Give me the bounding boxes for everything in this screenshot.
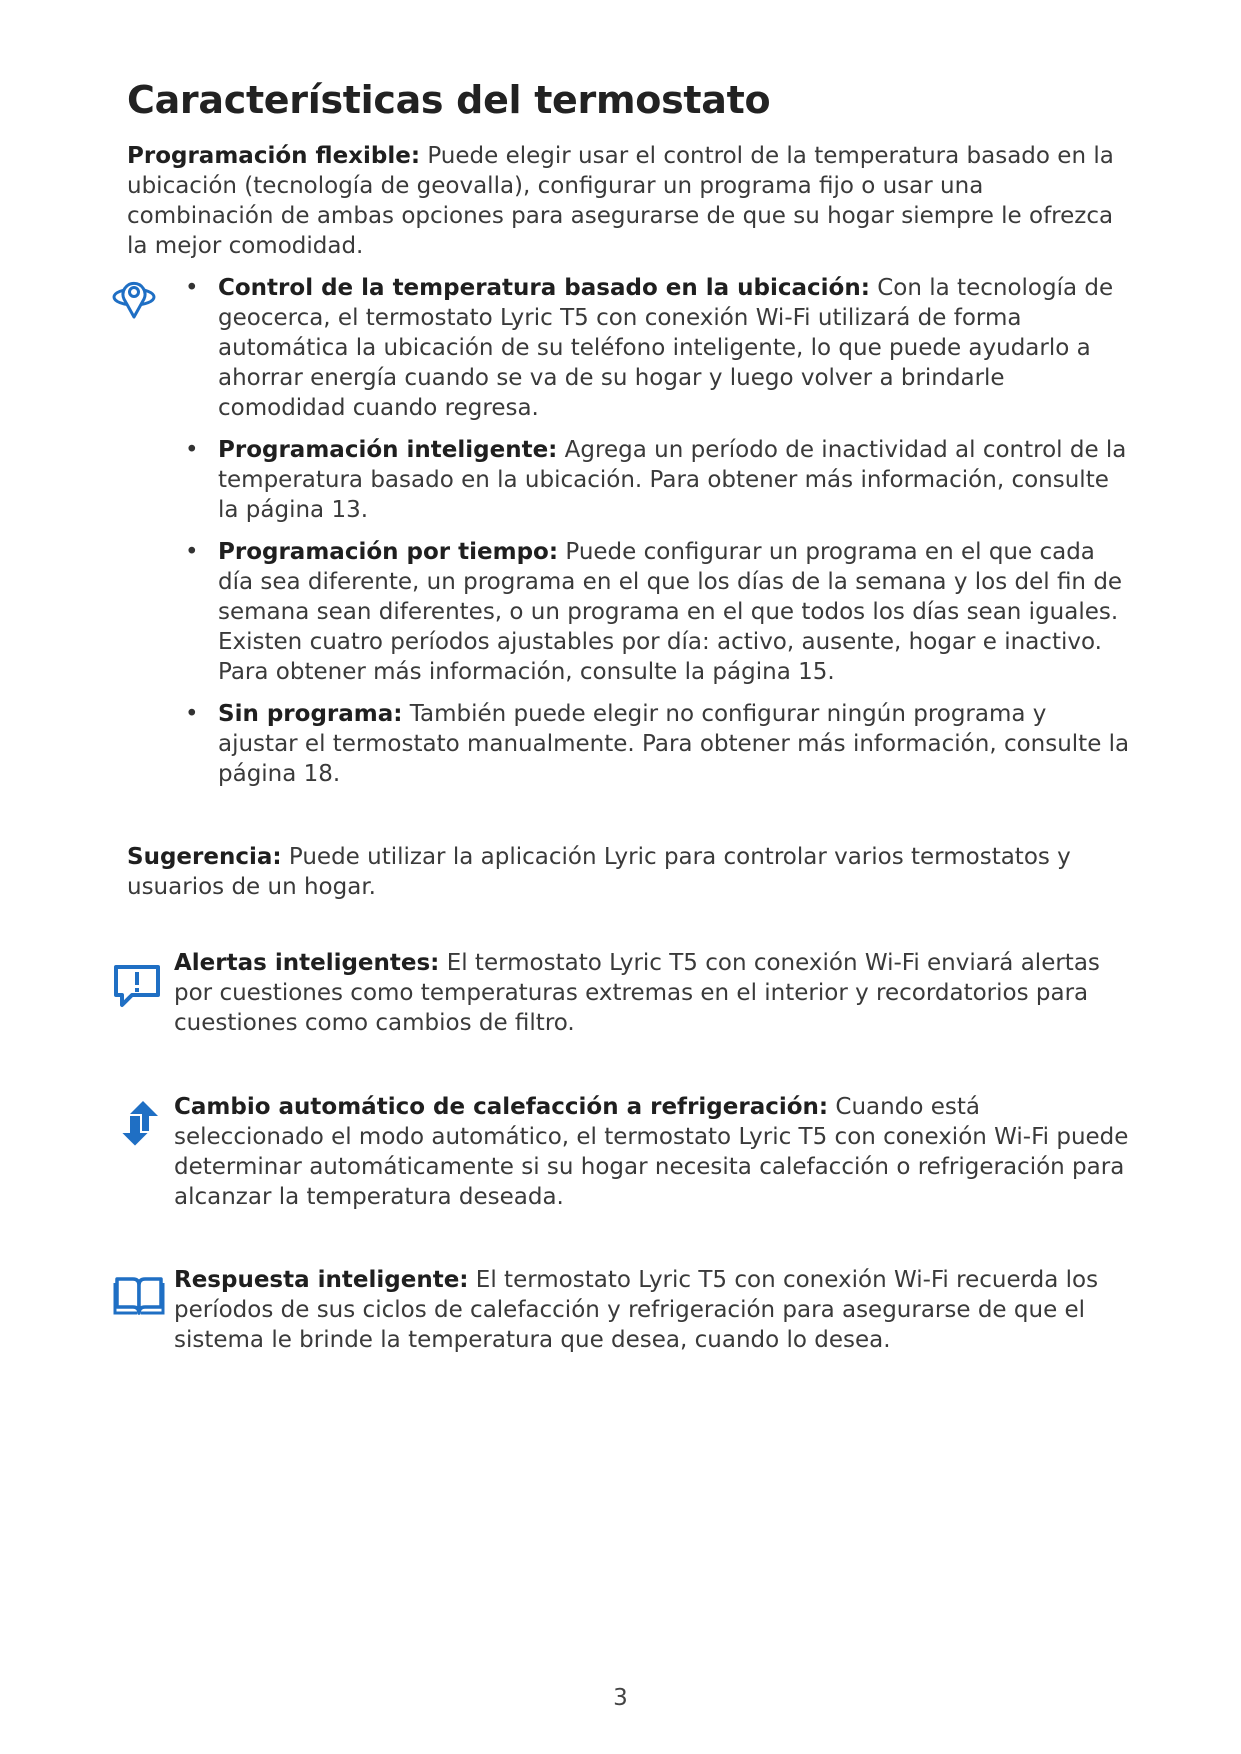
feature-label: Respuesta inteligente: <box>174 1267 469 1293</box>
tip-text: Puede utilizar la aplicación Lyric para controlar varios termostatos y usuarios de un hogar. <box>127 844 1071 900</box>
intro-paragraph <box>127 141 1127 261</box>
tip-paragraph <box>127 842 1127 902</box>
feature-auto-changeover <box>174 1092 1134 1212</box>
list-item <box>180 537 1130 687</box>
auto-changeover-icon <box>114 1099 164 1149</box>
bullet-text: Puede configurar un programa en el que cada día sea diferente, un programa en el que los días de la semana y los del fin de semana sean diferentes, o un programa en el que todos los días sean iguales. Existen cuatro períodos ajustables por día: activo, ausente, hogar e inactivo. Para obtener más información, consulte la página 15. <box>218 539 1123 685</box>
feature-smart-alerts <box>174 948 1134 1038</box>
feature-text: El termostato Lyric T5 con conexión Wi-Fi enviará alertas por cuestiones como temperaturas extremas en el interior y recordatorios para cuestiones como cambios de filtro. <box>174 950 1100 1036</box>
alert-icon <box>112 963 162 1009</box>
feature-label: Cambio automático de calefacción a refrigeración: <box>174 1094 829 1120</box>
list-item <box>180 435 1130 525</box>
bullet-glyph: • <box>185 437 199 463</box>
page-number: 3 <box>613 1685 628 1711</box>
bullet-label: Programación por tiempo: <box>218 539 559 565</box>
bullet-text: También puede elegir no configurar ningún programa y ajustar el termostato manualmente. Para obtener más información, consulte la página 18. <box>218 701 1130 787</box>
bullet-text: Agrega un período de inactividad al control de la temperatura basado en la ubicación. Para obtener más información, consulte la página 13. <box>218 437 1127 523</box>
feature-smart-response <box>174 1265 1134 1355</box>
feature-text: El termostato Lyric T5 con conexión Wi-Fi recuerda los períodos de sus ciclos de calefacción y refrigeración para asegurarse de que el sistema le brinde la temperatura que desea, cuando lo desea. <box>174 1267 1099 1353</box>
book-icon <box>113 1273 165 1317</box>
bullet-text: Con la tecnología de geocerca, el termostato Lyric T5 con conexión Wi-Fi utilizará de forma automática la ubicación de su teléfono inteligente, lo que puede ayudarlo a ahorrar energía cuando se va de su hogar y luego volver a brindarle comodidad cuando regresa. <box>218 275 1114 421</box>
list-item <box>180 273 1130 423</box>
list-item <box>180 699 1130 789</box>
tip-label: Sugerencia: <box>127 844 282 870</box>
intro-label: Programación flexible: <box>127 143 421 169</box>
bullet-glyph: • <box>185 539 199 565</box>
feature-label: Alertas inteligentes: <box>174 950 440 976</box>
bullet-label: Control de la temperatura basado en la ubicación: <box>218 275 870 301</box>
feature-text: Cuando está seleccionado el modo automático, el termostato Lyric T5 con conexión Wi-Fi puede determinar automáticamente si su hogar necesita calefacción o refrigeración para alcanzar la temperatura deseada. <box>174 1094 1129 1210</box>
feature-bullet-list <box>180 273 1130 801</box>
bullet-glyph: • <box>185 275 199 301</box>
bullet-label: Sin programa: <box>218 701 403 727</box>
bullet-label: Programación inteligente: <box>218 437 558 463</box>
bullet-glyph: • <box>185 701 199 727</box>
page-title: Características del termostato <box>127 78 771 122</box>
geofence-location-icon <box>111 273 157 319</box>
intro-text: Puede elegir usar el control de la temperatura basado en la ubicación (tecnología de geovalla), configurar un programa fijo o usar una combinación de ambas opciones para asegurarse de que su hogar siempre le ofrezca la mejor comodidad. <box>127 143 1114 259</box>
